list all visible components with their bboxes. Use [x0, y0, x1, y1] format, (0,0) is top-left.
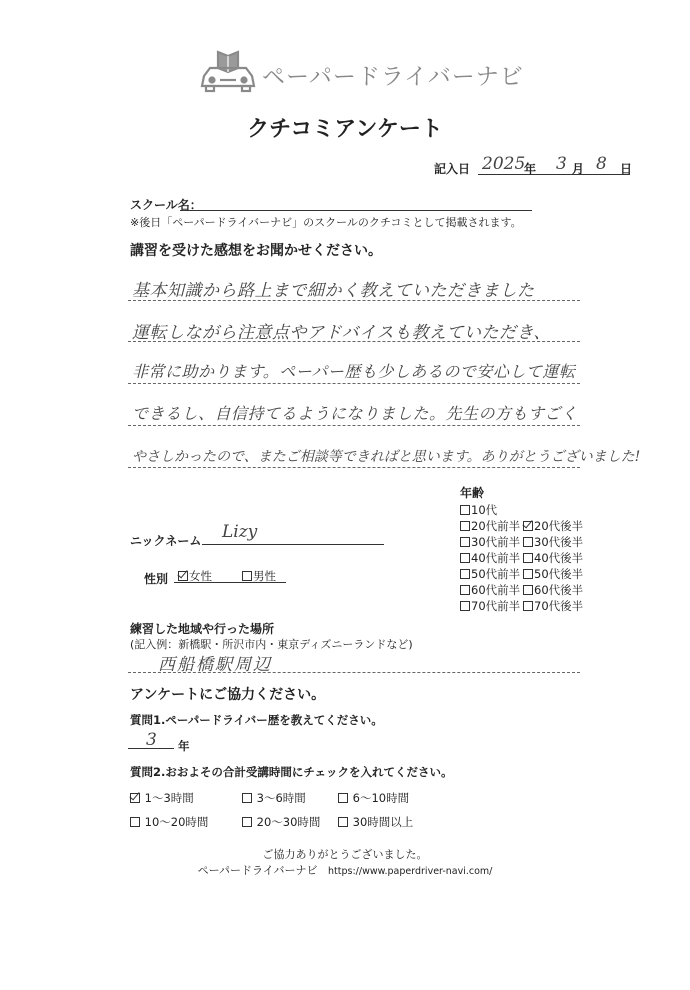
age-option-late-20s[interactable]: 20代後半	[523, 518, 583, 534]
nickname-field[interactable]	[202, 544, 384, 545]
date-year-unit: 年	[524, 162, 537, 176]
age-option-10s[interactable]: 10代	[460, 502, 497, 518]
q2-option-3-6h[interactable]: 3〜6時間	[242, 790, 306, 806]
brand-name: ペーパードライバーナビ	[262, 64, 524, 90]
q1-value: 3	[146, 730, 157, 750]
q2-option-10-20h[interactable]: 10〜20時間	[130, 814, 208, 830]
impression-rule-1	[128, 300, 580, 301]
places-label: 練習した地域や行った場所	[130, 622, 275, 636]
impression-line-5[interactable]: やさしかったので、またご相談等できればと思います。ありがとうございました!	[132, 449, 641, 465]
age-option-late-40s[interactable]: 40代後半	[523, 550, 583, 566]
checkbox-icon	[242, 817, 252, 827]
q2-text: 質問2.おおよその合計受講時間にチェックを入れてください。	[130, 765, 453, 779]
q1-text: 質問1.ペーパードライバー歴を教えてください。	[130, 713, 383, 727]
date-month-value[interactable]: 3	[556, 154, 567, 174]
q1-unit: 年	[178, 739, 190, 753]
impression-line-2[interactable]: 運転しながら注意点やアドバイスも教えていただき、	[132, 323, 551, 343]
age-option-late-50s[interactable]: 50代後半	[523, 566, 583, 582]
checked-checkbox-icon	[523, 521, 533, 531]
date-day-value[interactable]: 8	[596, 154, 607, 174]
checkbox-icon	[338, 793, 348, 803]
impression-rule-2	[128, 341, 580, 342]
survey-heading: アンケートにご協力ください。	[130, 687, 326, 703]
age-option-early-40s[interactable]: 40代前半	[460, 550, 520, 566]
checkbox-icon	[523, 553, 533, 563]
age-option-early-30s[interactable]: 30代前半	[460, 534, 520, 550]
places-rule	[128, 672, 580, 673]
impression-line-3[interactable]: 非常に助かります。ペーパー歴も少しあるので安心して運転	[132, 362, 576, 381]
footer-brand-line	[0, 862, 690, 878]
gender-label: 性別	[144, 572, 169, 586]
date-month-unit: 月	[572, 162, 585, 176]
q2-option-30h-plus[interactable]: 30時間以上	[338, 814, 413, 830]
checkbox-icon	[523, 537, 533, 547]
nickname-value: Lizy	[222, 522, 258, 542]
checked-checkbox-icon	[178, 571, 188, 581]
impression-line-4[interactable]: できるし、自信持てるようになりました。先生の方もすごく	[132, 404, 578, 423]
checkbox-icon	[460, 601, 470, 611]
checkbox-icon	[460, 553, 470, 563]
school-name-field[interactable]	[180, 210, 532, 211]
age-option-late-60s[interactable]: 60代後半	[523, 582, 583, 598]
checkbox-icon	[460, 569, 470, 579]
footer-url-link[interactable]: https://www.paperdriver-navi.com/	[328, 866, 493, 877]
checkbox-icon	[523, 601, 533, 611]
checkbox-icon	[460, 585, 470, 595]
checkbox-icon	[523, 569, 533, 579]
checkbox-icon	[460, 521, 470, 531]
places-example: (記入例：新橋駅・所沢市内・東京ディズニーランドなど)	[130, 638, 413, 651]
impression-line-1[interactable]: 基本知識から路上まで細かく教えていただきました	[132, 281, 535, 301]
page-title: クチコミアンケート	[247, 117, 443, 142]
impression-rule-3	[128, 383, 580, 384]
checked-checkbox-icon	[130, 793, 140, 803]
checkbox-icon	[242, 793, 252, 803]
impression-rule-4	[128, 425, 580, 426]
places-value[interactable]: 西船橋駅周辺	[158, 655, 272, 675]
footer-thanks: ご協力ありがとうございました。	[262, 848, 428, 861]
age-option-late-30s[interactable]: 30代後半	[523, 534, 583, 550]
gender-option-male[interactable]: 男性	[242, 568, 276, 584]
age-option-early-20s[interactable]: 20代前半	[460, 518, 520, 534]
date-day-unit: 日	[620, 162, 633, 176]
q2-option-1-3h[interactable]: 1〜3時間	[130, 790, 194, 806]
checkbox-icon	[338, 817, 348, 827]
q2-option-20-30h[interactable]: 20〜30時間	[242, 814, 320, 830]
age-title: 年齢	[460, 486, 485, 500]
age-option-early-60s[interactable]: 60代前半	[460, 582, 520, 598]
age-option-early-50s[interactable]: 50代前半	[460, 566, 520, 582]
date-year-value[interactable]: 2025	[482, 154, 526, 174]
school-label: スクール名：	[130, 198, 202, 212]
gender-option-female[interactable]: 女性	[178, 568, 212, 584]
age-option-early-70s[interactable]: 70代前半	[460, 598, 520, 614]
impressions-heading: 講習を受けた感想をお聞かせください。	[130, 243, 382, 259]
checkbox-icon	[460, 537, 470, 547]
checkbox-icon	[130, 817, 140, 827]
date-underline	[478, 174, 630, 175]
nickname-label: ニックネーム	[130, 534, 202, 548]
date-label: 記入日	[434, 162, 471, 176]
checkbox-icon	[523, 585, 533, 595]
impression-rule-5	[128, 467, 580, 468]
school-note: ※後日「ペーパードライバーナビ」のスクールのクチコミとして掲載されます。	[130, 216, 522, 229]
footer-brand: ペーパードライバーナビ	[197, 864, 318, 877]
age-option-late-70s[interactable]: 70代後半	[523, 598, 583, 614]
q2-option-6-10h[interactable]: 6〜10時間	[338, 790, 409, 806]
checkbox-icon	[242, 571, 252, 581]
checkbox-icon	[460, 505, 470, 515]
